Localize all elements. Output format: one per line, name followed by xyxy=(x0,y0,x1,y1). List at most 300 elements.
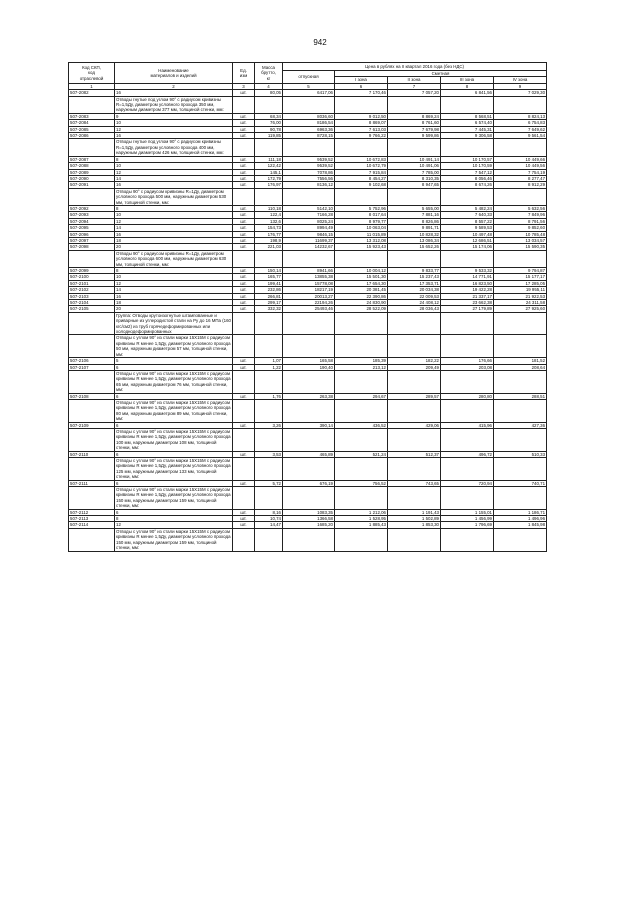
row-description: Отводы гнутые под углом 90° с радиусом кривизны R=1,5Ду, диаметром условного прохода 400 мм, наружным диаметром 426 мм, толщиной стенки, мм: xyxy=(115,139,233,156)
row-empty-cell xyxy=(441,528,494,551)
row-unit: шт. xyxy=(233,218,255,224)
row-zone-4-price: 1 496,96 xyxy=(494,516,547,522)
row-zone-2-price: 9 891,71 xyxy=(388,225,441,231)
row-code xyxy=(69,335,115,358)
row-mass: 68,34 xyxy=(255,113,283,119)
row-empty-cell xyxy=(388,528,441,551)
row-release-price: 13855,38 xyxy=(283,274,335,280)
row-name: 5 xyxy=(115,358,233,364)
row-release-price: 14232,67 xyxy=(283,244,335,250)
row-release-price: 190,40 xyxy=(283,364,335,370)
row-description: Отводы 90° с радиусом кривизны R=1Ду, диаметром условного прохода 500 мм, наружным диаметром 530 мм, толщиной стенки, мм: xyxy=(115,188,233,205)
row-description: Отводы гнутые под углом 90° с радиусом кривизны R=1,5Ду, диаметром условного прохода 350 мм, наружным диаметром 377 мм, толщиной стенки, мм: xyxy=(115,96,233,113)
row-zone-1-price: 7 613,03 xyxy=(335,126,388,132)
row-empty-cell xyxy=(494,139,547,156)
row-mass: 76,00 xyxy=(255,120,283,126)
row-code: 507-2086 xyxy=(69,133,115,139)
row-code: 507-2106 xyxy=(69,358,115,364)
row-zone-2-price: 7 881,16 xyxy=(388,212,441,218)
row-description: Отводы с углом 90° из стали марки 15Х15М с радиусом кривизны R менее 1,5Ду, диаметром условного прохода 50 мм, наружным диаметром 57 мм, толщиной стенки, мм: xyxy=(116,335,231,357)
row-code: 507-2085 xyxy=(69,126,115,132)
row-empty-cell xyxy=(441,250,494,267)
row-zone-3-price: 8 056,46 xyxy=(441,175,494,181)
description-row xyxy=(69,428,547,451)
row-empty-cell xyxy=(335,370,388,393)
row-empty-cell xyxy=(388,399,441,422)
row-zone-2-price: 13 086,34 xyxy=(388,237,441,243)
row-zone-2-price: 28 036,43 xyxy=(388,306,441,312)
row-description: Отводы с углом 90° из стали марки 15Х15М с радиусом кривизны R менее 1,5Ду, диаметром условного прохода 150 мм, наружным диаметром 159 мм, толщиной стенки, мм: xyxy=(116,487,231,509)
row-empty-cell xyxy=(388,458,441,481)
row-mass: 10,74 xyxy=(255,516,283,522)
row-mass: 90,78 xyxy=(255,126,283,132)
row-name: 8 xyxy=(115,156,233,162)
row-unit: шт. xyxy=(233,480,255,486)
row-zone-2-price: 8 947,65 xyxy=(388,182,441,188)
description-row xyxy=(69,487,547,510)
row-zone-2-price: 15 652,26 xyxy=(388,244,441,250)
row-empty-cell xyxy=(494,250,547,267)
row-code: 507-2111 xyxy=(69,480,115,486)
row-zone-2-price: 5 655,00 xyxy=(388,205,441,211)
row-zone-4-price: 740,71 xyxy=(494,480,547,486)
row-empty-cell xyxy=(441,370,494,393)
row-zone-4-price: 181,52 xyxy=(494,358,547,364)
row-unit: шт. xyxy=(233,393,255,399)
row-zone-3-price: 23 662,38 xyxy=(441,300,494,306)
row-zone-2-price: 1 853,30 xyxy=(388,522,441,528)
row-code: 507-2100 xyxy=(69,274,115,280)
row-empty-cell xyxy=(255,188,283,205)
row-name: 6 xyxy=(115,364,233,370)
row-release-price: 20013,27 xyxy=(283,293,335,299)
row-release-price: 18217,19 xyxy=(283,287,335,293)
row-zone-3-price: 8 674,26 xyxy=(441,182,494,188)
description-row xyxy=(69,139,547,156)
row-zone-2-price: 1 191,43 xyxy=(388,509,441,515)
row-release-price: 8941,66 xyxy=(283,268,335,274)
row-name: 10 xyxy=(115,163,233,169)
row-zone-2-price: 209,49 xyxy=(388,364,441,370)
row-zone-2-price: 743,65 xyxy=(388,480,441,486)
row-mass: 266,81 xyxy=(255,293,283,299)
row-empty-cell xyxy=(233,335,255,358)
row-empty-cell xyxy=(233,139,255,156)
row-code: 507-2109 xyxy=(69,422,115,428)
row-unit: шт. xyxy=(233,509,255,515)
row-zone-3-price: 5 482,24 xyxy=(441,205,494,211)
row-name: 6 xyxy=(115,480,233,486)
row-zone-4-price: 288,51 xyxy=(494,393,547,399)
row-mass: 1,07 xyxy=(255,358,283,364)
row-release-price: 15778,08 xyxy=(283,280,335,286)
row-zone-1-price: 1 885,43 xyxy=(335,522,388,528)
row-name: 16 xyxy=(115,90,233,96)
row-empty-cell xyxy=(255,335,283,358)
row-zone-3-price: 8 568,51 xyxy=(441,113,494,119)
header-zone-2: II зона xyxy=(388,77,441,83)
row-empty-cell xyxy=(494,335,547,358)
row-unit: шт. xyxy=(233,364,255,370)
row-empty-cell xyxy=(283,250,335,267)
row-mass: 176,97 xyxy=(255,182,283,188)
row-release-price: 8728,15 xyxy=(283,133,335,139)
row-release-price: 8994,49 xyxy=(283,225,335,231)
row-code xyxy=(69,528,115,551)
row-empty-cell xyxy=(233,370,255,393)
row-zone-4-price: 9 561,54 xyxy=(494,133,547,139)
row-empty-cell xyxy=(441,458,494,481)
row-zone-1-price: 10 063,04 xyxy=(335,225,388,231)
row-zone-1-price: 20 381,45 xyxy=(335,287,388,293)
row-mass: 3,53 xyxy=(255,451,283,457)
row-empty-cell xyxy=(494,96,547,113)
row-zone-3-price: 14 771,91 xyxy=(441,274,494,280)
row-unit: шт. xyxy=(233,156,255,162)
row-empty-cell xyxy=(233,487,255,510)
row-unit: шт. xyxy=(233,244,255,250)
row-zone-2-price: 7 057,20 xyxy=(388,90,441,96)
row-code: 507-2101 xyxy=(69,280,115,286)
row-mass: 165,77 xyxy=(255,274,283,280)
row-code: 507-2105 xyxy=(69,306,115,312)
row-empty-cell xyxy=(233,399,255,422)
row-zone-3-price: 15 174,06 xyxy=(441,244,494,250)
row-zone-3-price: 7 445,31 xyxy=(441,126,494,132)
row-empty-cell xyxy=(441,335,494,358)
row-empty-cell xyxy=(255,528,283,551)
row-mass: 176,77 xyxy=(255,231,283,237)
row-empty-cell xyxy=(494,528,547,551)
row-zone-1-price: 10 672,79 xyxy=(335,163,388,169)
row-empty-cell xyxy=(335,335,388,358)
header-code: Код СКП, код отраслевой xyxy=(69,63,115,84)
page-number: 942 xyxy=(313,38,327,47)
row-zone-1-price: 17 654,30 xyxy=(335,280,388,286)
row-name: 12 xyxy=(115,126,233,132)
row-unit: шт. xyxy=(233,113,255,119)
row-zone-1-price: 22 390,86 xyxy=(335,293,388,299)
row-zone-2-price: 512,37 xyxy=(388,451,441,457)
row-empty-cell xyxy=(441,399,494,422)
row-zone-4-price: 10 785,48 xyxy=(494,231,547,237)
row-empty-cell xyxy=(283,428,335,451)
description-row xyxy=(69,528,547,551)
row-zone-4-price: 1 845,98 xyxy=(494,522,547,528)
row-code: 507-2110 xyxy=(69,451,115,457)
column-index: 8 xyxy=(441,83,494,89)
row-zone-2-price: 289,57 xyxy=(388,393,441,399)
row-code xyxy=(69,399,115,422)
row-name: 8 xyxy=(115,516,233,522)
row-empty-cell xyxy=(335,399,388,422)
row-empty-cell xyxy=(255,399,283,422)
column-index: 6 xyxy=(335,83,388,89)
row-zone-4-price: 21 922,53 xyxy=(494,293,547,299)
row-zone-2-price: 8 310,35 xyxy=(388,175,441,181)
row-release-price: 9846,15 xyxy=(283,231,335,237)
row-zone-1-price: 8 454,27 xyxy=(335,175,388,181)
row-empty-cell xyxy=(494,487,547,510)
row-empty-cell xyxy=(335,250,388,267)
row-code: 507-2093 xyxy=(69,212,115,218)
row-zone-3-price: 21 337,17 xyxy=(441,293,494,299)
row-empty-cell xyxy=(441,188,494,205)
row-zone-1-price: 436,52 xyxy=(335,422,388,428)
row-zone-3-price: 9 533,32 xyxy=(441,268,494,274)
row-release-price: 263,38 xyxy=(283,393,335,399)
row-name: 6 xyxy=(115,393,233,399)
row-empty-cell xyxy=(388,250,441,267)
row-zone-4-price: 7 849,96 xyxy=(494,212,547,218)
row-unit: шт. xyxy=(233,287,255,293)
row-empty-cell xyxy=(283,370,335,393)
row-mass: 122,4 xyxy=(255,212,283,218)
row-zone-4-price: 10 449,66 xyxy=(494,156,547,162)
row-code xyxy=(69,188,115,205)
row-unit: шт. xyxy=(233,274,255,280)
row-zone-1-price: 11 015,89 xyxy=(335,231,388,237)
row-empty-cell xyxy=(255,428,283,451)
header-mass: Масса брутто, кг xyxy=(255,63,283,84)
row-name: 12 xyxy=(115,169,233,175)
row-name: 10 xyxy=(115,120,233,126)
row-mass: 5,72 xyxy=(255,480,283,486)
row-empty-cell xyxy=(441,139,494,156)
column-index: 4 xyxy=(255,83,283,89)
row-unit: шт. xyxy=(233,169,255,175)
row-empty-cell xyxy=(335,458,388,481)
row-release-price: 1083,35 xyxy=(283,509,335,515)
row-code: 507-2082 xyxy=(69,90,115,96)
row-zone-3-price: 280,80 xyxy=(441,393,494,399)
row-code: 507-2090 xyxy=(69,175,115,181)
row-code: 507-2083 xyxy=(69,113,115,119)
description-row xyxy=(69,399,547,422)
row-code: 507-2087 xyxy=(69,156,115,162)
header-estimate: Сметная xyxy=(335,71,547,77)
row-empty-cell xyxy=(388,428,441,451)
row-unit: шт. xyxy=(233,212,255,218)
row-unit: шт. xyxy=(233,306,255,312)
row-mass: 299,17 xyxy=(255,300,283,306)
row-zone-3-price: 7 640,33 xyxy=(441,212,494,218)
row-name: 10 xyxy=(115,212,233,218)
row-empty-cell xyxy=(255,458,283,481)
row-empty-cell xyxy=(441,428,494,451)
row-zone-4-price: 15 590,35 xyxy=(494,244,547,250)
row-code: 507-2112 xyxy=(69,509,115,515)
row-unit: шт. xyxy=(233,422,255,428)
row-zone-1-price: 9 012,50 xyxy=(335,113,388,119)
row-zone-1-price: 1 212,06 xyxy=(335,509,388,515)
row-code: 507-2097 xyxy=(69,237,115,243)
row-name: 8 xyxy=(115,205,233,211)
row-empty-cell xyxy=(388,335,441,358)
row-zone-2-price: 7 679,98 xyxy=(388,126,441,132)
row-mass: 8,16 xyxy=(255,509,283,515)
row-empty-cell xyxy=(335,312,388,335)
row-zone-3-price: 10 170,59 xyxy=(441,163,494,169)
row-zone-3-price: 6 574,40 xyxy=(441,120,494,126)
row-release-price: 22194,26 xyxy=(283,300,335,306)
row-zone-4-price: 27 925,60 xyxy=(494,306,547,312)
column-index: 5 xyxy=(283,83,335,89)
description-row xyxy=(69,96,547,113)
row-zone-3-price: 176,66 xyxy=(441,358,494,364)
row-empty-cell xyxy=(233,458,255,481)
row-description: Отводы с углом 90° из стали марки 15Х15М с радиусом кривизны R менее 1,5Ду, диаметром условного прохода 125 мм, наружным диаметром 133 мм, толщиной стенки, мм: xyxy=(116,458,231,480)
row-empty-cell xyxy=(233,528,255,551)
row-code xyxy=(69,428,115,451)
row-code: 507-2104 xyxy=(69,300,115,306)
row-empty-cell xyxy=(388,188,441,205)
row-zone-2-price: 1 502,89 xyxy=(388,516,441,522)
description-row xyxy=(69,458,547,481)
row-code: 507-2088 xyxy=(69,163,115,169)
row-code xyxy=(69,312,115,335)
row-code: 507-2098 xyxy=(69,244,115,250)
row-empty-cell xyxy=(255,487,283,510)
description-row xyxy=(69,250,547,267)
row-zone-3-price: 9 589,53 xyxy=(441,225,494,231)
row-release-price: 676,19 xyxy=(283,480,335,486)
row-zone-2-price: 22 009,53 xyxy=(388,293,441,299)
row-unit: шт. xyxy=(233,516,255,522)
row-mass: 3,26 xyxy=(255,422,283,428)
row-empty-cell xyxy=(335,487,388,510)
row-zone-2-price: 8 826,86 xyxy=(388,218,441,224)
row-release-price: 8036,60 xyxy=(283,113,335,119)
row-zone-4-price: 8 824,13 xyxy=(494,113,547,119)
row-name: 12 xyxy=(115,522,233,528)
row-description: Отводы с углом 90° из стали марки 15Х15М с радиусом кривизны R менее 1,5Ду, диаметром условного прохода 150 мм, наружным диаметром 159 мм, толщиной стенки, мм: xyxy=(116,528,231,551)
row-zone-2-price: 10 491,14 xyxy=(388,156,441,162)
row-zone-1-price: 294,67 xyxy=(335,393,388,399)
row-zone-4-price: 17 285,05 xyxy=(494,280,547,286)
description-row xyxy=(69,335,547,358)
row-mass: 111,18 xyxy=(255,156,283,162)
header-unit: Ед. изм xyxy=(233,63,255,84)
header-price-group: Цена в рублях на II квартал 2016 года (без НДС) xyxy=(283,63,547,71)
row-zone-1-price: 8 979,77 xyxy=(335,218,388,224)
row-zone-3-price: 496,72 xyxy=(441,451,494,457)
row-zone-1-price: 8 869,07 xyxy=(335,120,388,126)
row-release-price: 7078,86 xyxy=(283,169,335,175)
row-code: 507-2091 xyxy=(69,182,115,188)
row-code: 507-2108 xyxy=(69,393,115,399)
row-zone-4-price: 5 632,56 xyxy=(494,205,547,211)
row-zone-4-price: 19 955,11 xyxy=(494,287,547,293)
row-code: 507-2102 xyxy=(69,287,115,293)
row-zone-2-price: 8 761,60 xyxy=(388,120,441,126)
row-zone-4-price: 8 277,47 xyxy=(494,175,547,181)
description-row xyxy=(69,188,547,205)
row-zone-3-price: 720,94 xyxy=(441,480,494,486)
row-zone-2-price: 15 237,43 xyxy=(388,274,441,280)
row-description: Отводы с углом 90° из стали марки 15Х15М с радиусом кривизны R менее 1,5Ду, диаметром условного прохода 65 мм, наружным диаметром 76 мм, толщиной стенки, мм: xyxy=(116,370,231,393)
row-empty-cell xyxy=(441,312,494,335)
row-release-price: 25493,46 xyxy=(283,306,335,312)
column-index: 3 xyxy=(233,83,255,89)
row-name: 16 xyxy=(115,133,233,139)
row-name: 20 xyxy=(115,306,233,312)
row-empty-cell xyxy=(283,139,335,156)
row-zone-4-price: 208,64 xyxy=(494,364,547,370)
row-code xyxy=(69,139,115,156)
row-zone-1-price: 9 766,22 xyxy=(335,133,388,139)
column-index: 9 xyxy=(494,83,547,89)
row-mass: 172,79 xyxy=(255,175,283,181)
row-name: 16 xyxy=(115,182,233,188)
description-row xyxy=(69,312,547,335)
row-mass: 122,42 xyxy=(255,163,283,169)
row-zone-3-price: 6 841,56 xyxy=(441,90,494,96)
row-code xyxy=(69,96,115,113)
row-unit: шт. xyxy=(233,522,255,528)
row-name: 6 xyxy=(115,451,233,457)
row-empty-cell xyxy=(335,139,388,156)
row-unit: шт. xyxy=(233,451,255,457)
row-zone-1-price: 5 752,96 xyxy=(335,205,388,211)
row-unit: шт. xyxy=(233,268,255,274)
row-zone-2-price: 7 785,00 xyxy=(388,169,441,175)
row-mass: 221,03 xyxy=(255,244,283,250)
row-zone-3-price: 415,96 xyxy=(441,422,494,428)
row-mass: 150,14 xyxy=(255,268,283,274)
row-release-price: 165,58 xyxy=(283,358,335,364)
row-zone-1-price: 10 004,12 xyxy=(335,268,388,274)
row-unit: шт. xyxy=(233,120,255,126)
row-code: 507-2094 xyxy=(69,218,115,224)
row-release-price: 5142,10 xyxy=(283,205,335,211)
row-zone-2-price: 10 491,06 xyxy=(388,163,441,169)
row-unit: шт. xyxy=(233,280,255,286)
row-mass: 110,18 xyxy=(255,205,283,211)
row-empty-cell xyxy=(233,188,255,205)
row-unit: шт. xyxy=(233,358,255,364)
column-index: 7 xyxy=(388,83,441,89)
row-zone-3-price: 1 155,01 xyxy=(441,509,494,515)
row-zone-3-price: 19 422,28 xyxy=(441,287,494,293)
row-name: 10 xyxy=(115,274,233,280)
row-empty-cell xyxy=(283,487,335,510)
row-empty-cell xyxy=(255,250,283,267)
row-code: 507-2089 xyxy=(69,169,115,175)
row-mass: 232,86 xyxy=(255,287,283,293)
row-empty-cell xyxy=(335,428,388,451)
row-code xyxy=(69,458,115,481)
row-empty-cell xyxy=(388,487,441,510)
row-empty-cell xyxy=(283,528,335,551)
row-empty-cell xyxy=(283,96,335,113)
row-release-price: 8136,12 xyxy=(283,182,335,188)
row-zone-1-price: 521,24 xyxy=(335,451,388,457)
row-zone-4-price: 8 791,56 xyxy=(494,218,547,224)
row-zone-2-price: 8 869,24 xyxy=(388,113,441,119)
header-zone-4: IV зона xyxy=(494,77,547,83)
row-mass: 332,32 xyxy=(255,306,283,312)
column-index: 1 xyxy=(69,83,115,89)
row-zone-1-price: 24 830,90 xyxy=(335,300,388,306)
row-zone-3-price: 7 547,12 xyxy=(441,169,494,175)
row-unit: шт. xyxy=(233,205,255,211)
row-release-price: 7166,28 xyxy=(283,212,335,218)
row-empty-cell xyxy=(441,96,494,113)
row-mass: 119,85 xyxy=(255,133,283,139)
row-zone-2-price: 24 408,12 xyxy=(388,300,441,306)
row-zone-1-price: 9 102,68 xyxy=(335,182,388,188)
